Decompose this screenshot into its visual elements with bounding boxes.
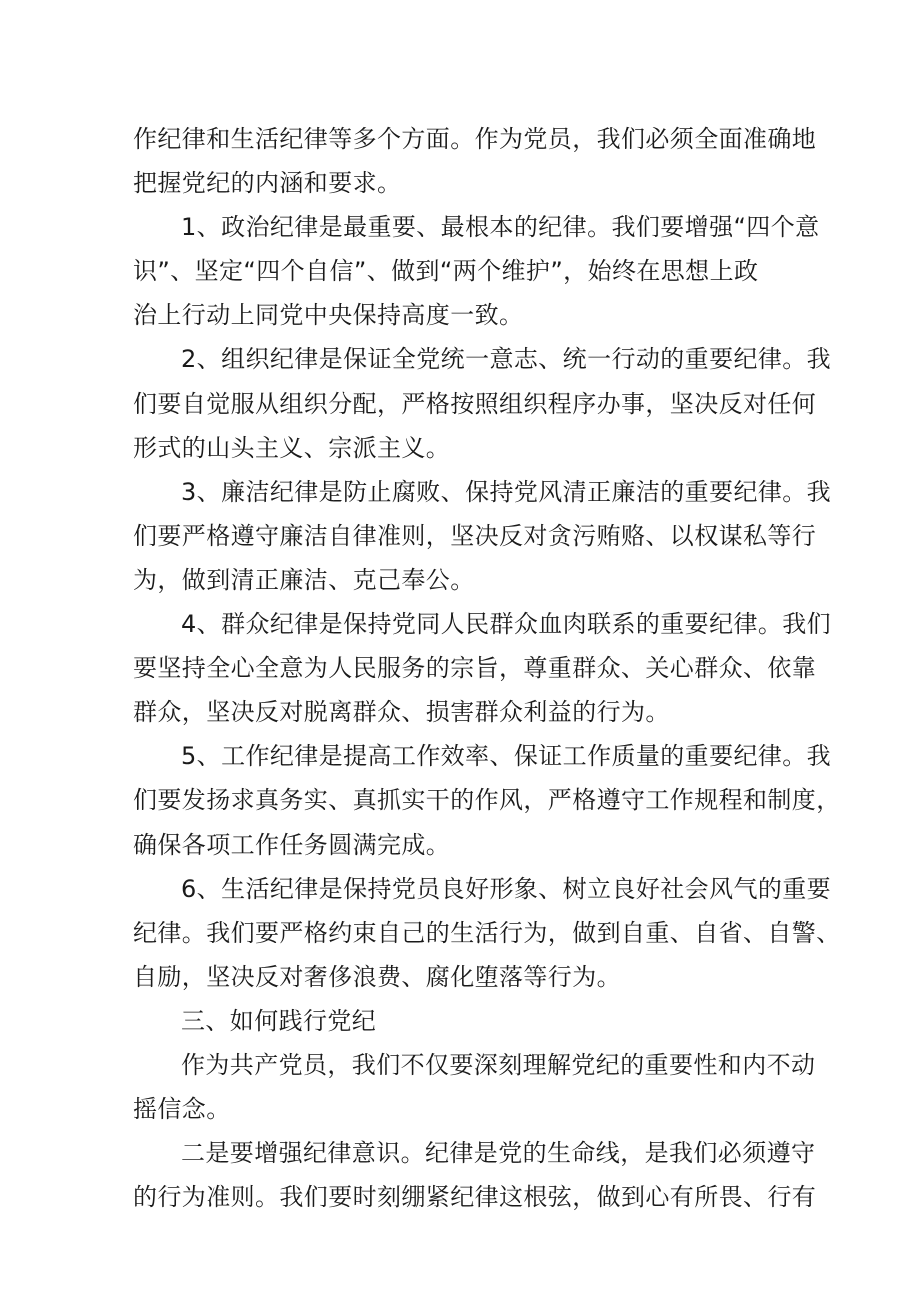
text-line: 自励，坚决反对奢侈浪费、腐化堕落等行为。: [133, 962, 621, 991]
text-line: 治上行动上同党中央保持高度一致。: [133, 301, 524, 330]
text-line: 4、群众纪律是保持党同人民群众血肉联系的重要纪律。我们: [181, 610, 832, 639]
text-line: 们要严格遵守廉洁自律准则，坚决反对贪污贿赂、以权谋私等行: [133, 521, 817, 550]
text-line: 作纪律和生活纪律等多个方面。作为党员，我们必须全面准确地: [133, 125, 817, 153]
text-line: 1、政治纪律是最重要、最根本的纪律。我们要增强“四个意: [181, 213, 820, 242]
text-line: 群众，坚决反对脱离群众、损害群众利益的行为。: [133, 698, 670, 727]
section-heading: 三、如何践行党纪: [181, 1006, 377, 1035]
text-line: 们要发扬求真务实、真抓实干的作风，严格遵守工作规程和制度，: [133, 786, 841, 815]
text-line: 6、生活纪律是保持党员良好形象、树立良好社会风气的重要: [181, 874, 832, 903]
text-line: 为，做到清正廉洁、克己奉公。: [133, 565, 475, 594]
body-text: [133, 117, 841, 1219]
text-line: 识”、坚定“四个自信”、做到“两个维护”，始终在思想上政: [133, 257, 759, 286]
text-line: 确保各项工作任务圆满完成。: [133, 830, 451, 859]
text-line: 纪律。我们要严格约束自己的生活行为，做到自重、自省、自警、: [133, 918, 841, 947]
text-line: 二是要增强纪律意识。纪律是党的生命线，是我们必须遵守: [181, 1139, 816, 1168]
text-line: 形式的山头主义、宗派主义。: [133, 433, 451, 462]
text-line: 作为共产党员，我们不仅要深刻理解党纪的重要性和内不动: [181, 1050, 816, 1079]
text-line: 们要自觉服从组织分配，严格按照组织程序办事，坚决反对任何: [133, 389, 817, 418]
text-line: 2、组织纪律是保证全党统一意志、统一行动的重要纪律。我: [181, 345, 832, 374]
text-line: 把握党纪的内涵和要求。: [133, 169, 402, 198]
text-line: 5、工作纪律是提高工作效率、保证工作质量的重要纪律。我: [181, 742, 832, 771]
text-line: 3、廉洁纪律是防止腐败、保持党风清正廉洁的重要纪律。我: [181, 477, 832, 506]
text-line: 要坚持全心全意为人民服务的宗旨，尊重群众、关心群众、依靠: [133, 654, 817, 683]
text-line: 的行为准则。我们要时刻绷紧纪律这根弦，做到心有所畏、行有: [133, 1183, 817, 1212]
text-line: 摇信念。: [133, 1095, 231, 1124]
